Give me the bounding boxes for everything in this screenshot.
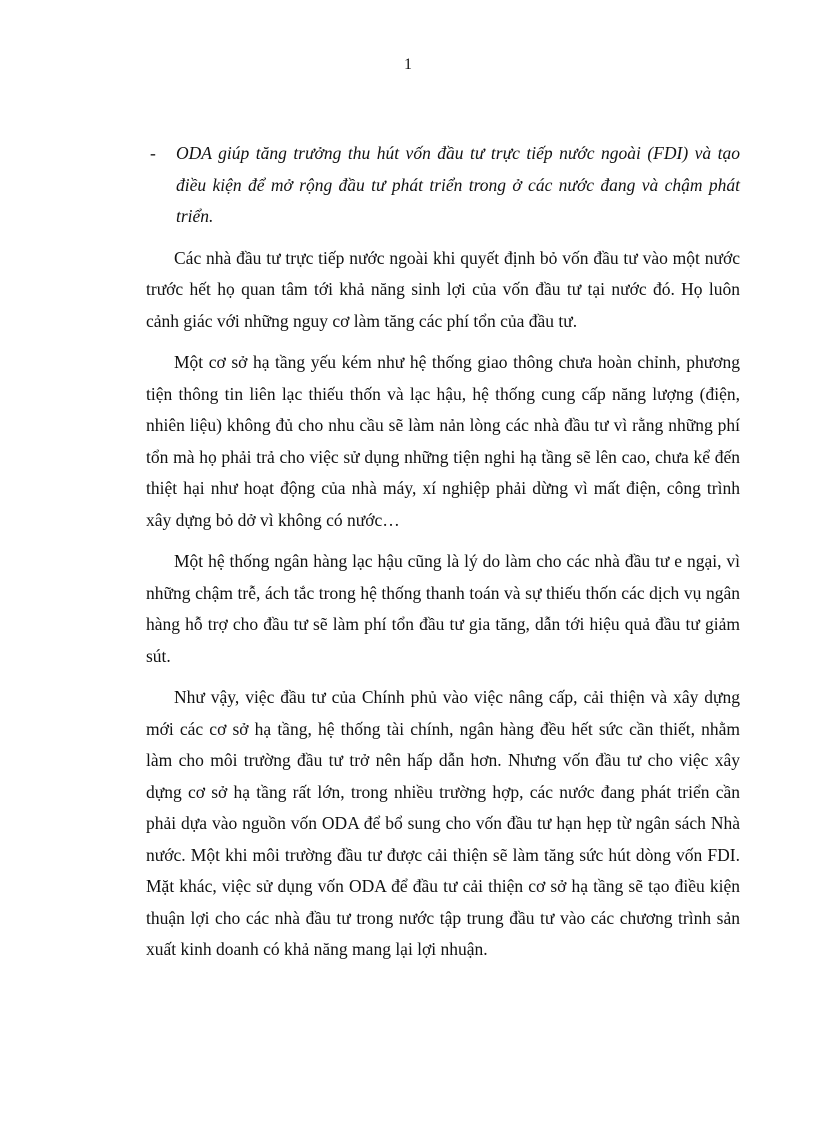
document-body bbox=[146, 138, 740, 976]
bullet-item bbox=[146, 138, 740, 233]
paragraph-3: Một hệ thống ngân hàng lạc hậu cũng là lý do làm cho các nhà đầu tư e ngại, vì những chậm trễ, ách tắc trong hệ thống thanh toán và sự thiếu thốn các dịch vụ ngân hàng hỗ trợ cho đầu tư sẽ làm phí tổn đầu tư gia tăng, dẫn tới hiệu quả đầu tư giảm sút. bbox=[146, 551, 740, 666]
paragraph-1: Các nhà đầu tư trực tiếp nước ngoài khi quyết định bỏ vốn đầu tư vào một nước trước hết họ quan tâm tới khả năng sinh lợi của vốn đầu tư tại nước đó. Họ luôn cảnh giác với những nguy cơ làm tăng các phí tổn của đầu tư. bbox=[146, 247, 740, 331]
bullet-text: ODA giúp tăng trưởng thu hút vốn đầu tư trực tiếp nước ngoài (FDI) và tạo điều kiện để mở rộng đầu tư phát triển trong ở các nước đang và chậm phát triển. bbox=[176, 143, 740, 226]
paragraph-4: Như vậy, việc đầu tư của Chính phủ vào việc nâng cấp, cải thiện và xây dựng mới các cơ sở hạ tầng, hệ thống tài chính, ngân hàng đều hết sức cần thiết, nhằm làm cho môi trường đầu tư trở nên hấp dẫn hơn. Nhưng vốn đầu tư cho việc xây dựng cơ sở hạ tầng rất lớn, trong nhiều trường hợp, các nước đang phát triển cần phải dựa vào nguồn vốn ODA để bổ sung cho vốn đầu tư hạn hẹp từ ngân sách Nhà nước. Một khi môi trường đầu tư được cải thiện sẽ làm tăng sức hút dòng vốn FDI. Mặt khác, việc sử dụng vốn ODA để đầu tư cải thiện cơ sở hạ tầng sẽ tạo điều kiện thuận lợi cho các nhà đầu tư trong nước tập trung đầu tư vào các chương trình sản xuất kinh doanh có khả năng mang lại lợi nhuận. bbox=[146, 687, 740, 959]
paragraph-2: Một cơ sở hạ tầng yếu kém như hệ thống giao thông chưa hoàn chỉnh, phương tiện thông tin liên lạc thiếu thốn và lạc hậu, hệ thống cung cấp năng lượng (điện, nhiên liệu) không đủ cho nhu cầu sẽ làm nản lòng các nhà đầu tư vì rằng những phí tổn mà họ phải trả cho việc sử dụng những tiện nghi hạ tầng sẽ lên cao, chưa kể đến thiệt hại như hoạt động của nhà máy, xí nghiệp phải dừng vì mất điện, công trình xây dựng bỏ dở vì không có nước… bbox=[146, 352, 740, 530]
page-number: 1 bbox=[404, 56, 412, 73]
bullet-marker: - bbox=[150, 143, 156, 163]
